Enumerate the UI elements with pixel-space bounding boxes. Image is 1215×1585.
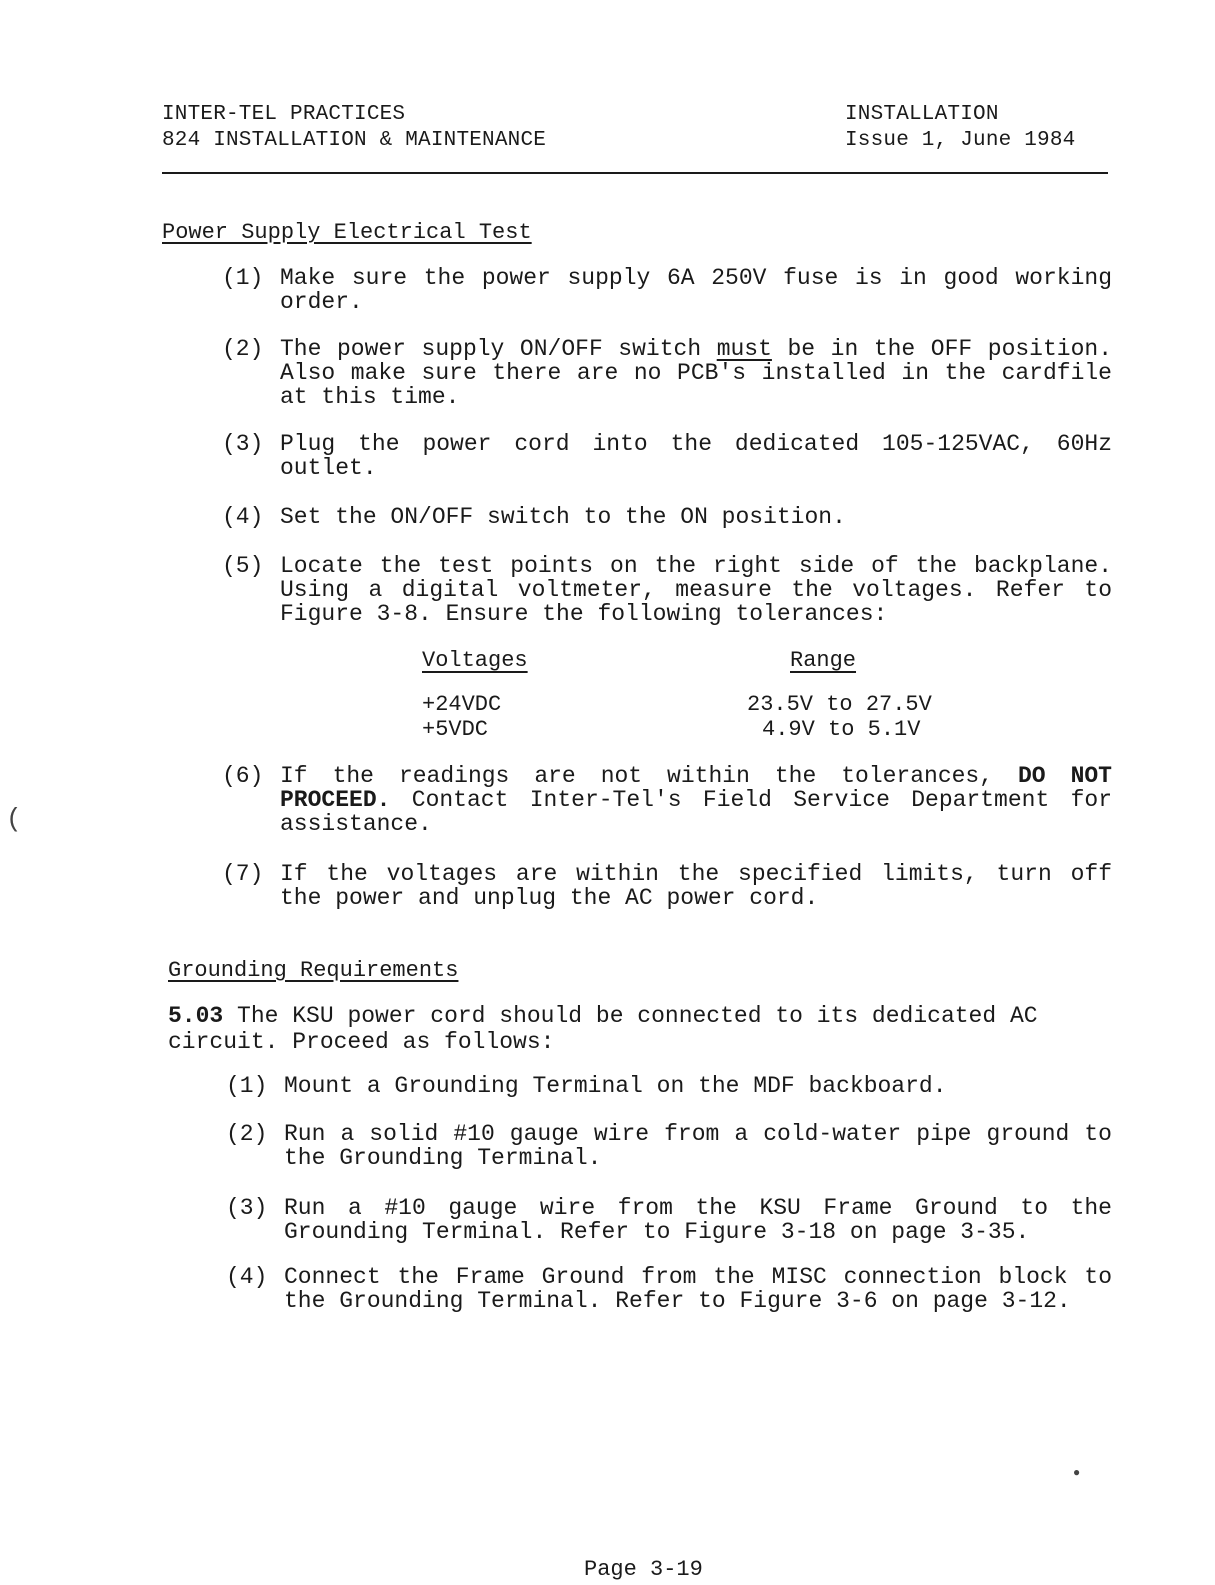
- power-step-2: [222, 337, 1112, 409]
- step-text: Run a solid #10 gauge wire from a cold-water pipe ground to the Grounding Terminal.: [284, 1121, 1112, 1171]
- step-text: Mount a Grounding Terminal on the MDF backboard.: [284, 1073, 947, 1099]
- ground-step-2: [226, 1122, 1112, 1170]
- table-cell-voltage: +5VDC: [422, 717, 489, 742]
- step-text: Make sure the power supply 6A 250V fuse is in good working order.: [280, 265, 1112, 315]
- header-issue: Issue 1, June 1984: [845, 129, 1076, 152]
- step-number: (3): [222, 431, 264, 457]
- table-header-voltages: Voltages: [422, 648, 528, 673]
- header-practices: INTER-TEL PRACTICES: [162, 103, 406, 126]
- step-text: Set the ON/OFF switch to the ON position.: [280, 504, 846, 530]
- power-step-1: [222, 266, 1112, 314]
- power-step-6: [222, 764, 1112, 836]
- table-cell-voltage: +24VDC: [422, 692, 502, 717]
- step-number: (4): [222, 504, 264, 530]
- header-section: INSTALLATION: [845, 103, 999, 126]
- step-text: Connect the Frame Ground from the MISC connection block to the Grounding Terminal. Refer to Figure 3-6 on page 3-12.: [284, 1264, 1112, 1314]
- grounding-paragraph: [168, 1003, 1110, 1055]
- table-cell-range: 23.5V to 27.5V: [747, 692, 932, 717]
- ground-step-4: [226, 1265, 1112, 1313]
- step-number: (7): [222, 861, 264, 887]
- step-number: (1): [226, 1073, 268, 1099]
- warning-do-not-proceed: DO NOT PROCEED.: [280, 763, 1112, 813]
- page-number: Page 3-19: [584, 1557, 703, 1582]
- step-text-pre: The power supply ON/OFF switch: [280, 336, 717, 362]
- ground-step-1: [226, 1074, 1112, 1098]
- step-text: Run a #10 gauge wire from the KSU Frame Ground to the Grounding Terminal. Refer to Figure 3-18 on page 3-35.: [284, 1195, 1112, 1245]
- step-text: [280, 337, 1112, 409]
- step-text-pre: If the readings are not within the tolerances,: [280, 763, 1018, 789]
- grounding-title: Grounding Requirements: [168, 958, 459, 983]
- header-right: [845, 102, 1075, 154]
- paragraph-number: 5.03: [168, 1003, 224, 1029]
- step-number: (3): [226, 1195, 268, 1221]
- scan-mark: (: [6, 804, 22, 834]
- header-left: [162, 102, 546, 154]
- step-text-post: Contact Inter-Tel's Field Service Department for assistance.: [280, 787, 1112, 837]
- step-text-post: be in the OFF position. Also make sure there are no PCB's installed in the cardfile at this time.: [280, 336, 1112, 410]
- step-number: (2): [226, 1121, 268, 1147]
- step-text: If the voltages are within the specified limits, turn off the power and unplug the AC power cord.: [280, 861, 1112, 911]
- power-step-7: [222, 862, 1112, 910]
- power-step-3: [222, 432, 1112, 480]
- step-text: [280, 764, 1112, 836]
- scan-dot: ●: [1073, 1466, 1081, 1480]
- step-number: (1): [222, 265, 264, 291]
- table-header-range: Range: [790, 648, 857, 673]
- ground-step-3: [226, 1196, 1112, 1244]
- header-rule: [162, 172, 1108, 174]
- power-step-5: [222, 554, 1112, 626]
- step-text: Plug the power cord into the dedicated 105-125VAC, 60Hz outlet.: [280, 431, 1112, 481]
- step-text: Locate the test points on the right side of the backplane. Using a digital voltmeter, measure the voltages. Refer to Figure 3-8. Ensure the following tolerances:: [280, 553, 1112, 627]
- table-cell-range: 4.9V to 5.1V: [762, 717, 921, 742]
- emphasis-must: must: [716, 336, 772, 362]
- step-number: (5): [222, 553, 264, 579]
- header-manual-title: 824 INSTALLATION & MAINTENANCE: [162, 129, 547, 152]
- step-number: (4): [226, 1264, 268, 1290]
- power-step-4: [222, 505, 1112, 529]
- paragraph-text: The KSU power cord should be connected to its dedicated AC circuit. Proceed as follows:: [168, 1003, 1038, 1055]
- step-number: (2): [222, 336, 264, 362]
- step-number: (6): [222, 763, 264, 789]
- power-test-title: Power Supply Electrical Test: [162, 220, 532, 245]
